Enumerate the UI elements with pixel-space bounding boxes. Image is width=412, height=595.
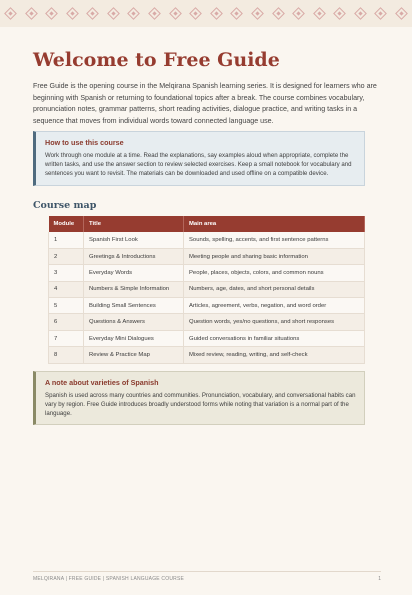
module-title: Spanish First Look <box>84 232 184 248</box>
page-number: 1 <box>378 576 381 582</box>
column-header-main-area: Main area <box>184 216 365 232</box>
module-title: Numbers & Simple Information <box>84 281 184 297</box>
diamond-ornament-icon <box>148 7 161 20</box>
table-row <box>49 347 365 363</box>
footer-divider <box>33 571 381 572</box>
module-title: Questions & Answers <box>84 314 184 330</box>
varieties-title: A note about varieties of Spanish <box>45 378 159 387</box>
diamond-ornament-icon <box>251 7 264 20</box>
diamond-ornament-icon <box>45 7 58 20</box>
footer-running-text: MELQIRANA | FREE GUIDE | SPANISH LANGUAGE COURSE <box>33 576 185 582</box>
table-row <box>49 281 365 297</box>
module-number: 8 <box>49 347 84 363</box>
diamond-ornament-icon <box>66 7 79 20</box>
diamond-ornament-icon <box>107 7 120 20</box>
module-title: Building Small Sentences <box>84 298 184 314</box>
module-number: 4 <box>49 281 84 297</box>
module-area: Numbers, age, dates, and short personal details <box>184 281 365 297</box>
diamond-ornament-icon <box>354 7 367 20</box>
how-to-title: How to use this course <box>45 138 124 147</box>
module-area: Guided conversations in familiar situations <box>184 330 365 346</box>
table-header-row <box>49 216 365 232</box>
diamond-ornament-icon <box>333 7 346 20</box>
module-title: Everyday Mini Dialogues <box>84 330 184 346</box>
column-header-title: Title <box>84 216 184 232</box>
module-area: Question words, yes/no questions, and short responses <box>184 314 365 330</box>
module-area: Articles, agreement, verbs, negation, and word order <box>184 298 365 314</box>
intro-paragraph: Free Guide is the opening course in the Melqirana Spanish learning series. It is designed for learners who are beginning with Spanish or returning to foundational topics after a break. The course combines vocabulary, pronunciation notes, grammar patterns, short reading activities, dialogue practice, and writing tasks in a sequence that moves from individual words toward connected language use. <box>33 82 377 125</box>
diamond-ornament-icon <box>86 7 99 20</box>
module-number: 7 <box>49 330 84 346</box>
diamond-ornament-icon <box>230 7 243 20</box>
diamond-ornament-icon <box>395 7 408 20</box>
table-row <box>49 330 365 346</box>
diamond-ornament-icon <box>128 7 141 20</box>
table-row <box>49 265 365 281</box>
module-area: Sounds, spelling, accents, and first sentence patterns <box>184 232 365 248</box>
diamond-ornament-icon <box>189 7 202 20</box>
module-number: 1 <box>49 232 84 248</box>
module-title: Greetings & Introductions <box>84 248 184 264</box>
module-title: Review & Practice Map <box>84 347 184 363</box>
module-number: 2 <box>49 248 84 264</box>
module-area: Mixed review, reading, writing, and self-check <box>184 347 365 363</box>
module-number: 5 <box>49 298 84 314</box>
diamond-ornament-icon <box>375 7 388 20</box>
diamond-ornament-icon <box>4 7 17 20</box>
diamond-ornament-icon <box>272 7 285 20</box>
course-map-heading: Course map <box>33 200 97 211</box>
column-header-module: Module <box>49 216 84 232</box>
diamond-ornament-icon <box>210 7 223 20</box>
how-to-callout <box>33 131 365 186</box>
how-to-body: Work through one module at a time. Read the explanations, say examples aloud when appropriate, complete the written tasks, and use the answer section to review selected exercises. Keep a small notebook for vocabulary and sentences you want to revisit. The materials can be downloaded and used offline on a compatible device. <box>45 152 352 177</box>
module-number: 6 <box>49 314 84 330</box>
diamond-ornament-icon <box>169 7 182 20</box>
diamond-ornament-icon <box>313 7 326 20</box>
varieties-body: Spanish is used across many countries and communities. Pronunciation, vocabulary, and conversational habits can vary by region. Free Guide introduces broadly understood forms while noting that variation is a normal part of the language. <box>45 392 356 417</box>
module-number: 3 <box>49 265 84 281</box>
module-area: Meeting people and sharing basic information <box>184 248 365 264</box>
course-map-table <box>48 216 365 364</box>
diamond-ornament-icon <box>25 7 38 20</box>
table-row <box>49 314 365 330</box>
varieties-callout <box>33 371 365 425</box>
table-row <box>49 298 365 314</box>
diamond-ornament-icon <box>292 7 305 20</box>
table-row <box>49 232 365 248</box>
module-area: People, places, objects, colors, and common nouns <box>184 265 365 281</box>
table-row <box>49 248 365 264</box>
page-title: Welcome to Free Guide <box>33 49 280 71</box>
decorative-header-band <box>0 0 412 27</box>
module-title: Everyday Words <box>84 265 184 281</box>
